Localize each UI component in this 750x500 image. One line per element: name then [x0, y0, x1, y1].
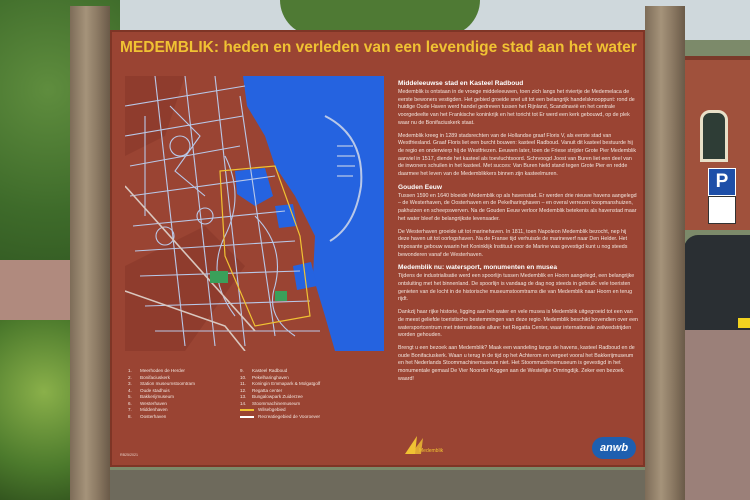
section-2-paragraph-1: Tussen 1590 en 1640 bloeide Medemblik op als havenstad. Er werden drie nieuwe havens aangelegd – de Westerhaven, de Oosterhaven en de Pekelharinghaven – en overal verrezen koopmanshuizen, pakhuizen en scheepswerven. Na de Gouden Eeuw verloor Medemblik betekenis als havenstad maar het water bleef de belangrijkste levensader.: [398, 192, 637, 222]
section-3-paragraph-1: Tijdens de industrialisatie werd een spoorlijn tussen Medemblik en Hoorn aangelegd, een belangrijke ontsluiting met het binnenland. De spoorlijn is vandaag de dag nog steeds in gebruik: vele toeristen genieten van de locht in de historische museumstoomtrams die van Medemblik naar Hoorn en terug rijdt.: [398, 273, 635, 303]
parking-sign: P: [708, 168, 736, 196]
legend-column-2: [240, 368, 358, 420]
legend-column-1: [128, 368, 246, 420]
board-title-rest: heden en verleden van een levendige stad aan het water: [219, 39, 637, 56]
legend-item: 1. Meerhoden de Herder: [128, 368, 185, 373]
footnote: RB25/2021: [120, 453, 138, 457]
legend-item-recreation: Recreatiegebied de Vooroever: [240, 414, 358, 421]
section-heading-2: Gouden Eeuw: [398, 183, 442, 191]
legend-item: 5. Bakkerijmuseum: [128, 394, 174, 400]
license-plate: [738, 318, 750, 328]
information-board: [110, 30, 645, 467]
legend-line-white: [240, 416, 254, 418]
legend-line-yellow: [240, 409, 254, 411]
car: [684, 235, 750, 345]
section-3-paragraph-2: Dankzij haar rijke historie, ligging aan het water en vele musea is Medemblik uitgegroeid tot een van de meest geliefde toeristische bestemmingen van deze regio. Medemblik beschikt bovendien over een watersportcentrum met internationale allure: het Regatta Center, waar internationale zeilwedstrijden worden gehouden.: [398, 309, 638, 339]
anwb-logo: anwb: [592, 437, 636, 459]
legend-item-boundary: Wilsebgebied: [240, 407, 358, 414]
legend-item: 2. Bonifaciuskerk: [128, 374, 170, 380]
legend-item: 3. Station museumstoomtram: [128, 381, 195, 387]
legend-item: 13. Bungalowpark Zuiderzee: [240, 394, 303, 400]
legend-item: 9. Kasteel Radboud: [240, 368, 288, 373]
wooden-post-left: [70, 6, 110, 500]
legend-item: 4. Oude stadhuis: [128, 387, 170, 393]
legend-item: 7. Middenhaven: [128, 407, 168, 413]
section-3-paragraph-3: Brengt u een bezoek aan Medemblik? Maak een wandeling langs de havens, kasteel Radboud en de oude Bonifaciuskerk. Waan u terug in de tijd op het Achterom en vergeet vooral het Bakkerijmuseum en het Nederlands Stoommachinemuseum niet. Het Stoommachinemuseum is gevestigd in het monumentale gemaal De Vier Noorder Koggen aan de Westelijke Omringdijk. Zeker een bezoek waard!: [398, 344, 635, 382]
section-heading-3: Medemblik nu: watersport, monumenten en musea: [398, 264, 558, 272]
text-column: [398, 80, 638, 389]
legend-item: 12. Regatta center: [240, 387, 283, 393]
legend-item: 6. Westerhaven: [128, 400, 167, 406]
pavement: [684, 330, 750, 500]
ground: [100, 470, 684, 500]
board-title: [120, 39, 637, 57]
legend-item: 11. Koningin Emmapark & Molgatgolf: [240, 381, 321, 387]
house-window: [700, 110, 728, 162]
town-map: [125, 76, 384, 351]
wooden-post-right: [645, 6, 685, 500]
legend-item: 14. Stoommachinemuseum: [240, 400, 301, 406]
municipality-logo-text: Medemblik: [419, 448, 444, 454]
legend-item: 8. Oosterhaven: [128, 413, 167, 419]
section-heading-1: Middeleeuwse stad en Kasteel Radboud: [398, 80, 524, 87]
parking-subsign: [708, 196, 736, 224]
town-map-graphic: [125, 76, 384, 351]
section-1-paragraph-2: Medemblik kreeg in 1289 stadsrechten van de Hollandse graaf Floris V, als eerste stad van Westfriesland. Graaf Floris liet een burcht bouwen: kasteel Radboud. Vanuit dit kasteel bestuurde hij de regio en onderwierp hij de Westfriezen. Eeuwen later, toen de Friese strijder Grote Pier Medemblik aanviel in 1517, diende het kasteel als toevluchtsoord. Schrvoogd Joost van Buren liet een deel van de inwoners schuilen in het kasteel. Met succes: Van Buren hield stand tegen Grote Pier en redde daarmee het leven van de Medemblikkers binnen zijn kasteelmuren.: [398, 132, 637, 178]
board-title-city: MEDEMBLIK:: [120, 39, 220, 56]
section-2-paragraph-2: De Westerhaven groeide uit tot marinehaven. In 1811, toen Napoleon Medemblik bezocht, nep hij deze haven uit tot oorlogshaven. Na de Franse tijd verhuisde de marinewerf naar Den Helder. Het imposante gebouw waarin het Koninklijk Instituut voor de Marine was gevestigd kunt u nog steeds bewonderen vanaf de Westerhaven.: [398, 228, 628, 258]
legend-item: 10. Pekelharinghaven: [240, 374, 289, 380]
section-1-paragraph-1: Medemblik is ontstaan in de vroege middeleeuwen, toen zich langs het riviertje de Medemelaca de eerste bewoners vestigden. Het gebied groeide snel uit tot een belangrijk handelsknooppunt: rond de huidige Oude Haven werd handel gedreven tussen het Rijnland, Scandinavië en het centrale voorgedeelte van het Frankische koninkrijk en het toricht tot Er werd een kerk gebouwd, op de plek waar nu de Bonifaciuskerk staat.: [398, 89, 635, 126]
